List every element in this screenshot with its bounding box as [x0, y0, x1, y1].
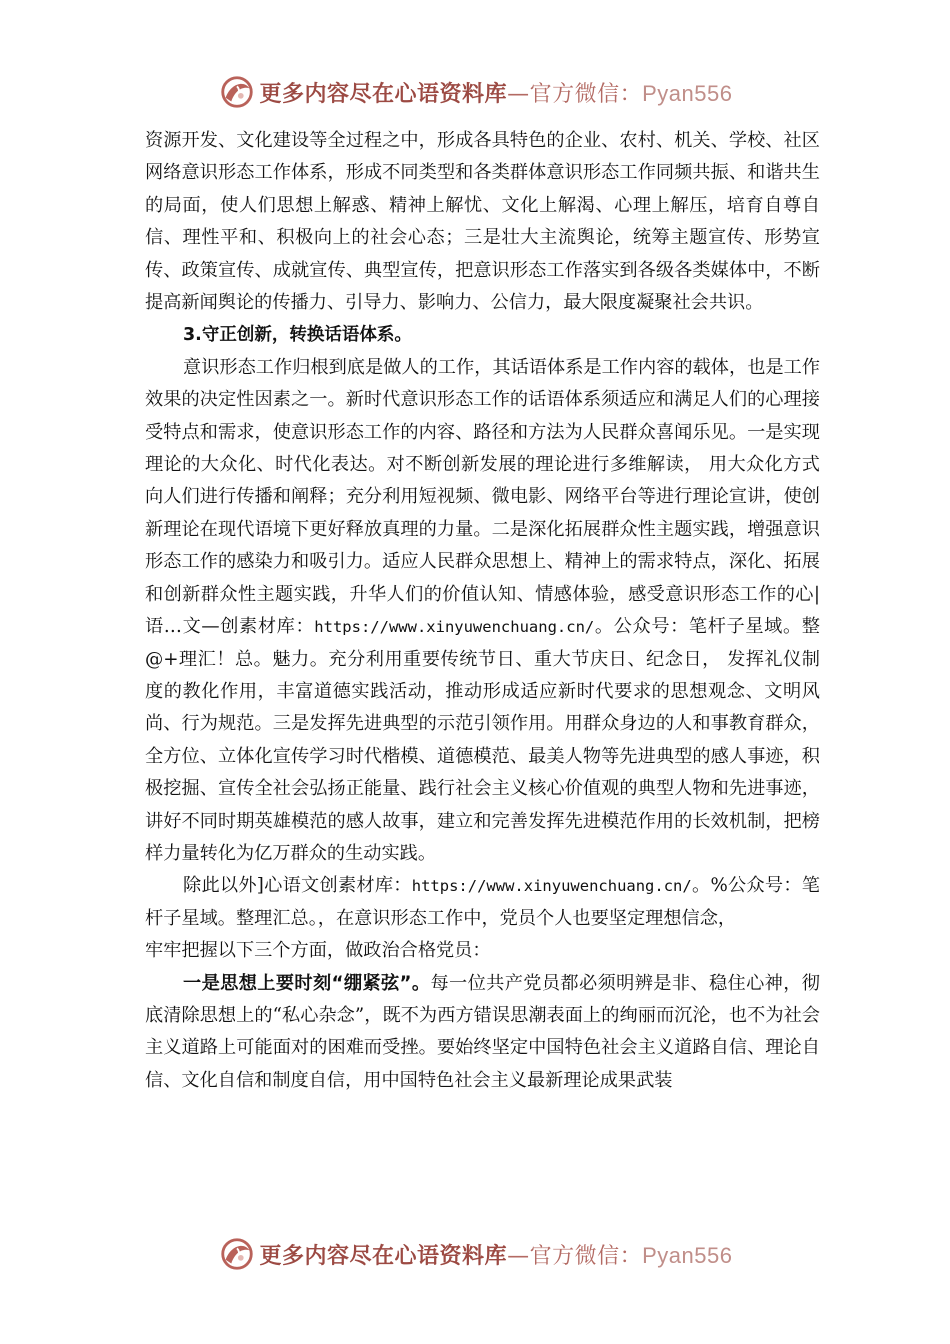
banner-text: [260, 77, 733, 108]
banner-wechat-id: Pyan556: [642, 1242, 733, 1268]
banner-wechat-label: —官方微信：: [507, 1243, 643, 1269]
paragraph-1: 资源开发、文化建设等全过程之中，形成各具特色的企业、农村、机关、学校、社区网络意识形态工作体系，形成不同类型和各类群体意识形态工作同频共振、和谐共生的局面，使人们思想上解惑、精神上解忧、文化上解渴、心理上解压，培育自尊自信、理性平和、积极向上的社会心态；三是壮大主流舆论，统筹主题宣传、形势宣传、政策宣传、成就宣传、典型宣传，把意识形态工作落实到各级各类媒体中，不断提高新闻舆论的传播力、引导力、影响力、公信力，最大限度凝聚社会共识。: [145, 130, 820, 314]
paragraph-3-text-a: 除此以外]心语文创素材库：: [183, 875, 412, 897]
paragraph-3-continued: 牢牢把握以下三个方面，做政治合格党员：: [145, 940, 491, 962]
swirl-logo-icon: [218, 73, 256, 111]
document-body: [145, 125, 820, 1097]
footer-banner: [0, 1232, 950, 1276]
banner-wechat-label: —官方微信：: [507, 81, 643, 107]
paragraph-4-text: 每一位共产党员都必须明辨是非、稳住心神，彻底清除思想上的“私心杂念”，既不为西方错误思潮表面上的绚丽而沉沦，也不为社会主义道路上可能面对的困难而受挫。要始终坚定中国特色社会主义道路自信、理论自信、文化自信和制度自信，用中国特色社会主义最新理论成果武装: [145, 972, 820, 1091]
paragraph-4-lead: 一是思想上要时刻“绷紧弦”。: [183, 972, 431, 994]
paragraph-2-text-b: 。公众号：笔杆子星域。整@+理汇！总。魅力。充分利用重要传统节日、重大节庆日、纪念日， 发挥礼仪制度的教化作用，丰富道德实践活动，推动形成适应新时代要求的思想观念、文明风尚、行为规范。三是发挥先进典型的示范引领作用。用群众身边的人和事教育群众，全方位、立体化宣传学习时代楷模、道德模范、最美人物等先进典型的感人事迹，积极挖掘、宣传全社会弘扬正能量、践行社会主义核心价值观的典型人物和先进事迹，讲好不同时期英雄模范的感人故事，建立和完善发挥先进模范作用的长效机制，把榜样力量转化为亿万群众的生动实践。: [145, 616, 820, 864]
paragraph-2-url: https://www.xinyuwenchuang.cn/: [314, 618, 595, 637]
paragraph-3-text-b: 。%公众号：笔杆子星域。整理汇总。，在意识形态工作中，党员个人也要坚定理想信念，: [145, 875, 820, 929]
banner-wechat-id: Pyan556: [642, 80, 733, 106]
paragraph-3-url: https://www.xinyuwenchuang.cn/: [411, 877, 692, 896]
banner-text: [260, 1239, 733, 1270]
paragraph-2-text-a: 意识形态工作归根到底是做人的工作，其话语体系是工作内容的载体，也是工作效果的决定性因素之一。新时代意识形态工作的话语体系须适应和满足人们的心理接受特点和需求，使意识形态工作的内容、路径和方法为人民群众喜闻乐见。一是实现理论的大众化、时代化表达。对不断创新发展的理论进行多维解读， 用大众化方式向人们进行传播和阐释；充分利用短视频、微电影、网络平台等进行理论宣讲，使创新理论在现代语境下更好释放真理的力量。二是深化拓展群众性主题实践，增强意识形态工作的感染力和吸引力。适应人民群众思想上、精神上的需求特点，深化、拓展和创新群众性主题实践，升华人们的价值认知、情感体验，感受意识形态工作的心|语…文—创素材库：: [145, 356, 820, 638]
banner-title: 更多内容尽在心语资料库: [259, 81, 508, 107]
header-banner: [0, 70, 950, 114]
swirl-logo-icon: [218, 1235, 256, 1273]
paragraph-2: [145, 352, 820, 871]
paragraph-3: [145, 870, 820, 935]
section-heading-3: 3.守正创新，转换话语体系。: [183, 325, 412, 346]
banner-title: 更多内容尽在心语资料库: [259, 1243, 508, 1269]
paragraph-4: [145, 968, 820, 1098]
